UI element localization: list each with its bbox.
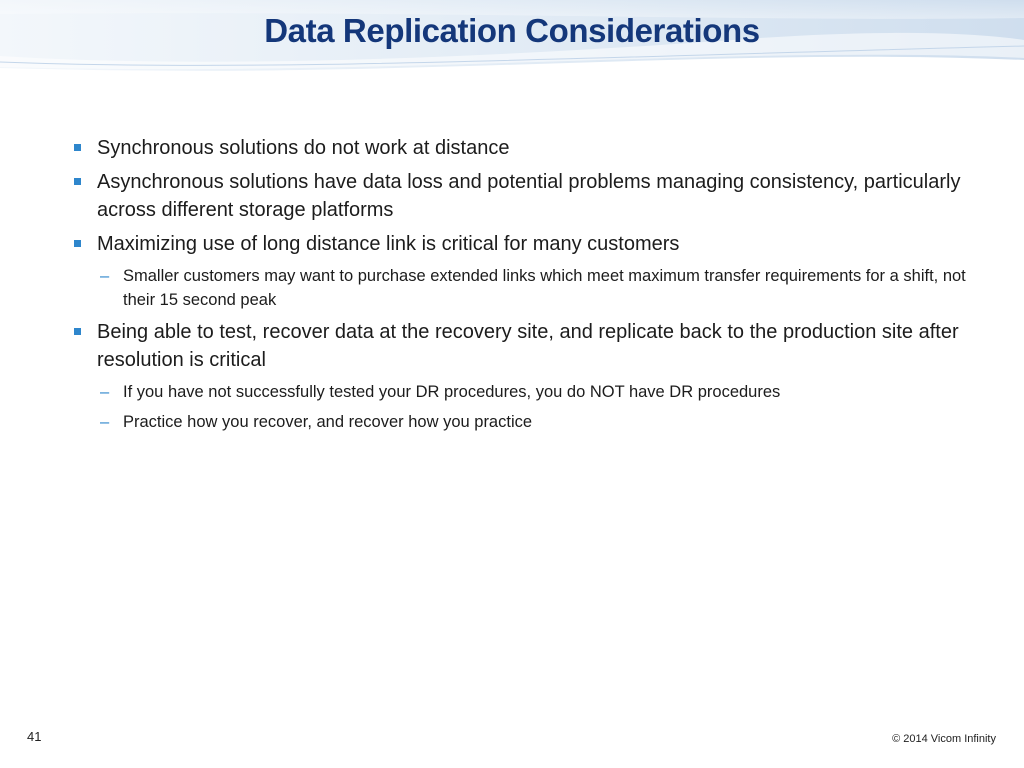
slide-title: Data Replication Considerations [264,12,760,49]
sub-bullet-item [72,410,972,434]
square-bullet-icon [74,328,81,335]
bullet-item [72,134,972,162]
bullet-text: Synchronous solutions do not work at distance [97,137,510,159]
dash-bullet-icon: – [100,267,110,285]
square-bullet-icon [74,240,81,247]
square-bullet-icon [74,144,81,151]
bullet-item [72,230,972,258]
sub-bullet-item [72,380,972,404]
sub-bullet-text: Practice how you recover, and recover how you practice [123,413,533,431]
sub-bullet-item [72,264,972,312]
page-number: 41 [27,729,42,744]
copyright-footer: © 2014 Vicom Infinity [892,733,996,745]
bullet-text: Maximizing use of long distance link is critical for many customers [97,233,680,255]
square-bullet-icon [74,178,81,185]
bullet-text: Asynchronous solutions have data loss and potential problems managing consistency, particularly across different storage platforms [97,171,961,221]
sub-bullet-text: If you have not successfully tested your DR procedures, you do NOT have DR procedures [123,383,781,401]
dash-bullet-icon: – [100,383,110,401]
bullet-text: Being able to test, recover data at the recovery site, and replicate back to the production site after resolution is critical [97,321,959,371]
bullet-item [72,168,972,224]
bullet-item [72,318,972,374]
sub-bullet-text: Smaller customers may want to purchase extended links which meet maximum transfer requirements for a shift, not their 15 second peak [123,267,966,309]
dash-bullet-icon: – [100,413,110,431]
bullet-list [72,134,972,440]
